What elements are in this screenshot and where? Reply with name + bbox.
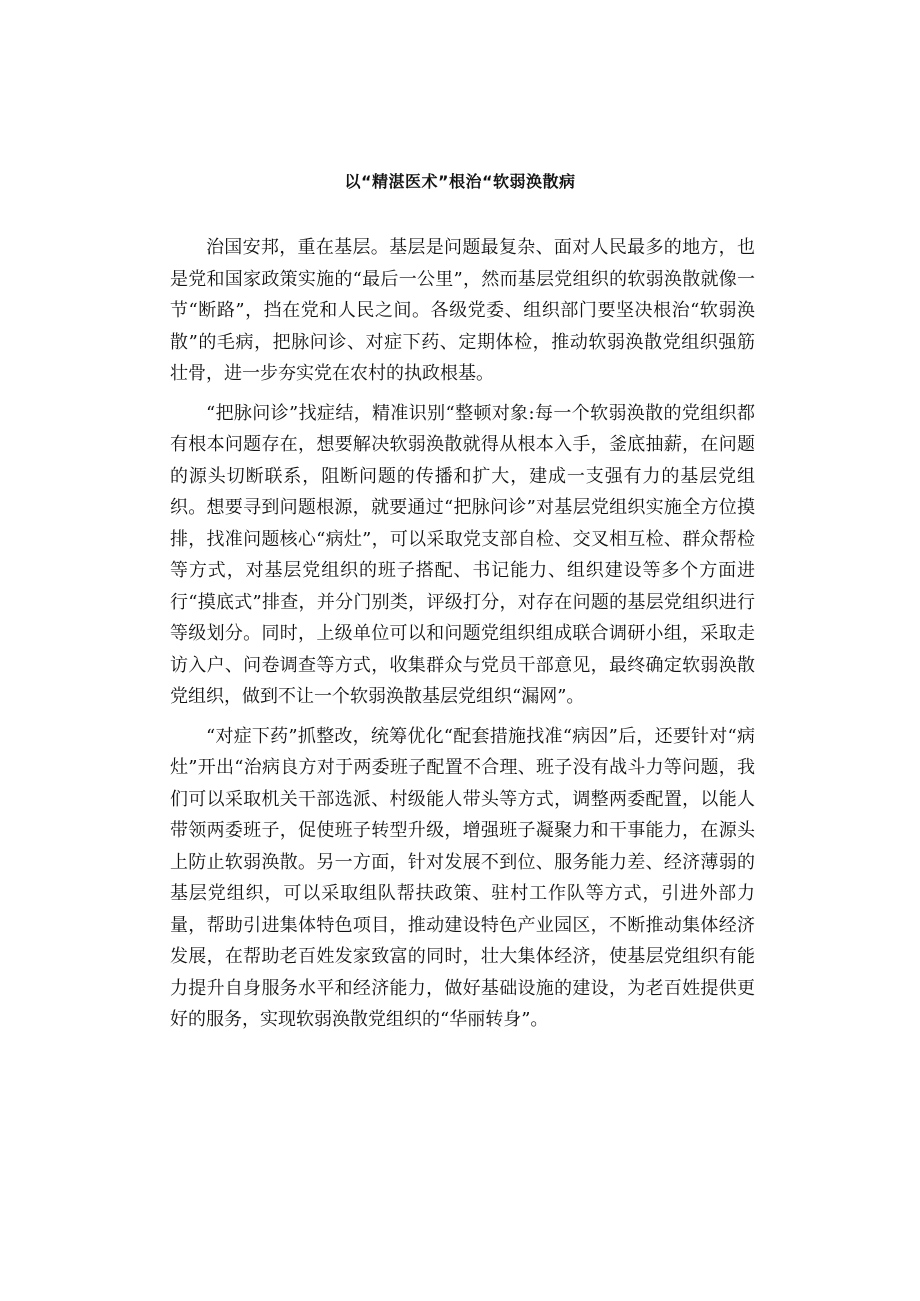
- paragraph-1: 治国安邦，重在基层。基层是问题最复杂、面对人民最多的地方，也是党和国家政策实施的“最后一公里”，然而基层党组织的软弱涣散就像一节“断路”，挡在党和人民之间。各级党委、组织部门要坚决根治“软弱涣散”的毛病，把脉问诊、对症下药、定期体检，推动软弱涣散党组织强筋壮骨，进一步夯实党在农村的执政根基。: [170, 237, 755, 384]
- document-title: 以“精湛医术”根治“软弱涣散病: [344, 172, 576, 191]
- document-body: [170, 232, 755, 1044]
- paragraph-2: “把脉问诊”找症结，精准识别“整顿对象:每一个软弱涣散的党组织都有根本问题存在，想要解决软弱涣散就得从根本入手，釜底抽薪，在问题的源头切断联系，阻断问题的传播和扩大，建成一支强有力的基层党组织。想要寻到问题根源，就要通过“把脉问诊”对基层党组织实施全方位摸排，找准问题核心“病灶”，可以采取党支部自检、交叉相互检、群众帮检等方式，对基层党组织的班子搭配、书记能力、组织建设等多个方面进行“摸底式”排查，并分门别类，评级打分，对存在问题的基层党组织进行等级划分。同时，上级单位可以和问题党组织组成联合调研小组，采取走访入户、问卷调查等方式，收集群众与党员干部意见，最终确定软弱涣散党组织，做到不让一个软弱涣散基层党组织“漏网”。: [170, 402, 755, 707]
- paragraph-3: “对症下药”抓整改，统筹优化“配套措施找准“病因”后，还要针对“病灶”开出“治病良方对于两委班子配置不合理、班子没有战斗力等问题，我们可以采取机关干部选派、村级能人带头等方式，调整两委配置，以能人带领两委班子，促使班子转型升级，增强班子凝聚力和干事能力，在源头上防止软弱涣散。另一方面，针对发展不到位、服务能力差、经济薄弱的基层党组织，可以采取组队帮扶政策、驻村工作队等方式，引进外部力量，帮助引进集体特色项目，推动建设特色产业园区，不断推动集体经济发展，在帮助老百姓发家致富的同时，壮大集体经济，使基层党组织有能力提升自身服务水平和经济能力，做好基础设施的建设，为老百姓提供更好的服务，实现软弱涣散党组织的“华丽转身”。: [170, 725, 755, 1030]
